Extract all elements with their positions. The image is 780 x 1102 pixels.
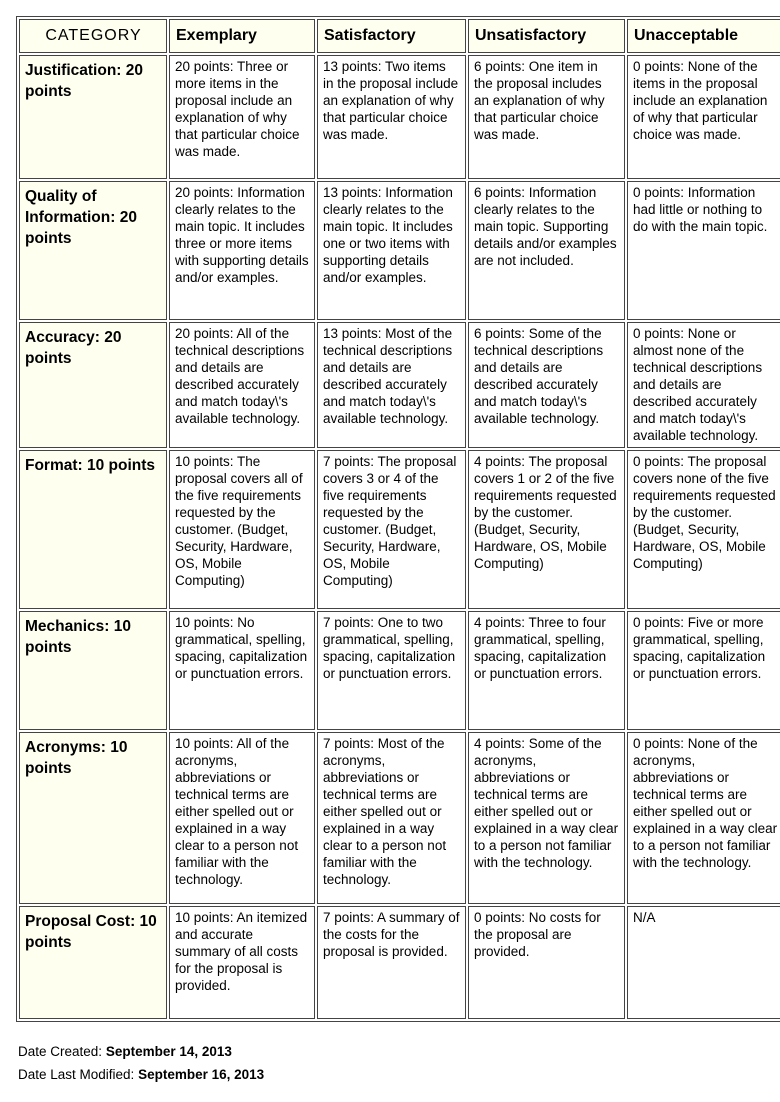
header-cell-satisfactory: Satisfactory <box>317 19 466 53</box>
criteria-cell: 10 points: All of the acronyms, abbreviations or technical terms are either spelled out or explained in a way clear to a person not familiar with the technology. <box>169 732 315 904</box>
criteria-cell: 13 points: Most of the technical descriptions and details are described accurately and match today\'s available technology. <box>317 322 466 448</box>
category-cell: Proposal Cost: 10 points <box>19 906 167 1019</box>
category-cell: Justification: 20 points <box>19 55 167 179</box>
criteria-cell: 7 points: One to two grammatical, spelling, spacing, capitalization or punctuation errors. <box>317 611 466 730</box>
date-created-line <box>18 1040 780 1063</box>
rubric-row-proposal-cost <box>19 906 780 1019</box>
criteria-cell: 20 points: Information clearly relates to the main topic. It includes three or more items with supporting details and/or examples. <box>169 181 315 320</box>
criteria-cell: 0 points: None of the acronyms, abbreviations or technical terms are either spelled out or explained in a way clear to a person not familiar with the technology. <box>627 732 780 904</box>
criteria-cell: 20 points: Three or more items in the proposal include an explanation of why that particular choice was made. <box>169 55 315 179</box>
criteria-cell: 0 points: None or almost none of the technical descriptions and details are described accurately and match today\'s available technology. <box>627 322 780 448</box>
criteria-cell: 0 points: Information had little or nothing to do with the main topic. <box>627 181 780 320</box>
criteria-cell: 13 points: Two items in the proposal include an explanation of why that particular choice was made. <box>317 55 466 179</box>
criteria-cell: 4 points: The proposal covers 1 or 2 of the five requirements requested by the customer. (Budget, Security, Hardware, OS, Mobile Computing) <box>468 450 625 609</box>
rubric-row-accuracy <box>19 322 780 448</box>
category-cell: Format: 10 points <box>19 450 167 609</box>
category-cell: Mechanics: 10 points <box>19 611 167 730</box>
header-cell-unsatisfactory: Unsatisfactory <box>468 19 625 53</box>
criteria-cell: 0 points: No costs for the proposal are provided. <box>468 906 625 1019</box>
date-created-label: Date Created: <box>18 1044 103 1059</box>
header-row <box>19 19 780 53</box>
rubric-row-quality-of-information <box>19 181 780 320</box>
criteria-cell: 0 points: None of the items in the proposal include an explanation of why that particular choice was made. <box>627 55 780 179</box>
criteria-cell: 6 points: Information clearly relates to the main topic. Supporting details and/or examples are not included. <box>468 181 625 320</box>
document-footer <box>18 1040 780 1086</box>
criteria-cell: N/A <box>627 906 780 1019</box>
criteria-cell: 0 points: Five or more grammatical, spelling, spacing, capitalization or punctuation errors. <box>627 611 780 730</box>
category-cell: Accuracy: 20 points <box>19 322 167 448</box>
header-cell-category: CATEGORY <box>19 19 167 53</box>
rubric-row-mechanics <box>19 611 780 730</box>
criteria-cell: 10 points: No grammatical, spelling, spacing, capitalization or punctuation errors. <box>169 611 315 730</box>
criteria-cell: 7 points: The proposal covers 3 or 4 of the five requirements requested by the customer. (Budget, Security, Hardware, OS, Mobile Computing) <box>317 450 466 609</box>
rubric-row-justification <box>19 55 780 179</box>
criteria-cell: 10 points: An itemized and accurate summary of all costs for the proposal is provided. <box>169 906 315 1019</box>
rubric-row-acronyms <box>19 732 780 904</box>
criteria-cell: 20 points: All of the technical descriptions and details are described accurately and match today\'s available technology. <box>169 322 315 448</box>
date-modified-value: September 16, 2013 <box>138 1067 265 1082</box>
criteria-cell: 4 points: Three to four grammatical, spelling, spacing, capitalization or punctuation errors. <box>468 611 625 730</box>
header-cell-unacceptable: Unacceptable <box>627 19 780 53</box>
criteria-cell: 7 points: Most of the acronyms, abbreviations or technical terms are either spelled out or explained in a way clear to a person not familiar with the technology. <box>317 732 466 904</box>
date-created-value: September 14, 2013 <box>105 1044 232 1059</box>
criteria-cell: 13 points: Information clearly relates to the main topic. It includes one or two items with supporting details and/or examples. <box>317 181 466 320</box>
criteria-cell: 7 points: A summary of the costs for the proposal is provided. <box>317 906 466 1019</box>
date-modified-label: Date Last Modified: <box>18 1067 135 1082</box>
date-modified-line <box>18 1063 780 1086</box>
category-cell: Acronyms: 10 points <box>19 732 167 904</box>
rubric-table <box>16 16 780 1022</box>
criteria-cell: 6 points: One item in the proposal includes an explanation of why that particular choice was made. <box>468 55 625 179</box>
criteria-cell: 4 points: Some of the acronyms, abbreviations or technical terms are either spelled out or explained in a way clear to a person not familiar with the technology. <box>468 732 625 904</box>
criteria-cell: 6 points: Some of the technical descriptions and details are described accurately and match today\'s available technology. <box>468 322 625 448</box>
category-cell: Quality of Information: 20 points <box>19 181 167 320</box>
header-cell-exemplary: Exemplary <box>169 19 315 53</box>
criteria-cell: 0 points: The proposal covers none of the five requirements requested by the customer. (Budget, Security, Hardware, OS, Mobile Computing) <box>627 450 780 609</box>
criteria-cell: 10 points: The proposal covers all of the five requirements requested by the customer. (Budget, Security, Hardware, OS, Mobile Computing) <box>169 450 315 609</box>
rubric-row-format <box>19 450 780 609</box>
